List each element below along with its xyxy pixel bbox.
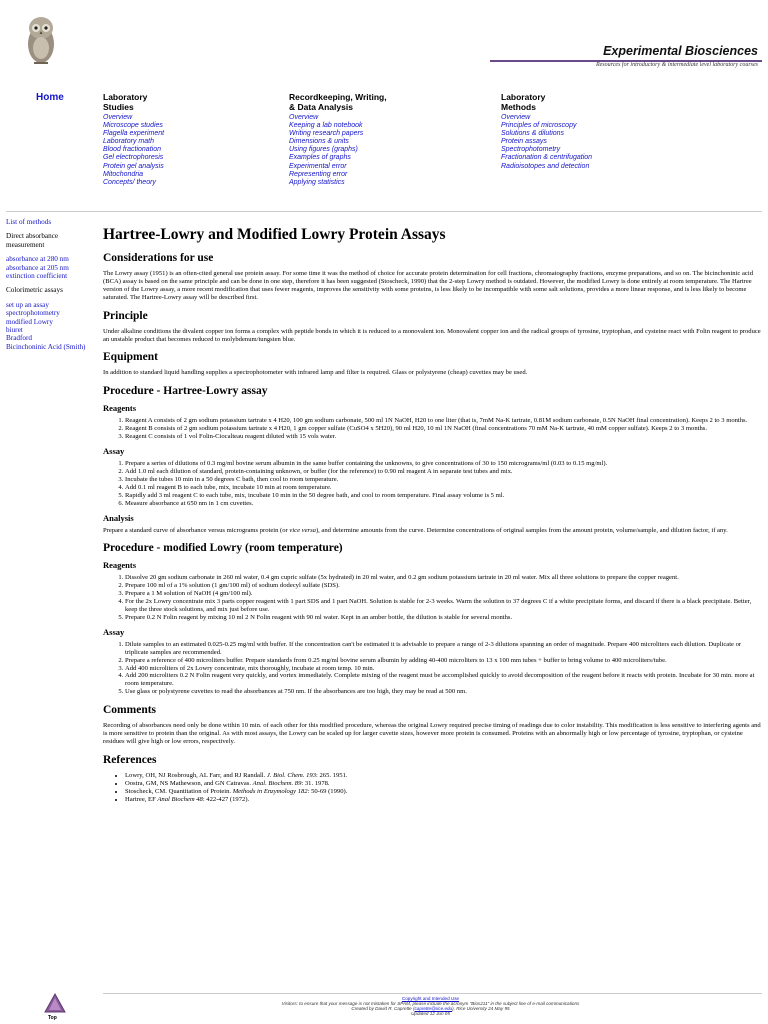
- nav-link[interactable]: Principles of microscopy: [501, 122, 577, 130]
- footer: [103, 996, 758, 1016]
- section-heading: Considerations for use: [103, 252, 214, 264]
- list-item: 5. Prepare 0.2 N Folin reagent by mixing 10 ml 2 N Folin reagent with 90 ml water. Kept in an amber bottle, the dilution is stable for several months.: [125, 614, 761, 622]
- paragraph: In addition to standard liquid handling supplies a spectrophotometer with infrared lamp and filter is required. Glass or polystyrene (cheap) cuvettes may be used.: [103, 369, 528, 377]
- sidebar-link-list-of-methods[interactable]: List of methods: [6, 218, 52, 226]
- paragraph: Prepare a standard curve of absorbance versus micrograms protein (or vice versa), and determine amounts from the curve. Determine concentrations of original samples from the amount protein, volume/sample, and dilution factor, if any.: [103, 526, 728, 534]
- section-heading: Procedure - Hartree-Lowry assay: [103, 385, 268, 398]
- list-item: 3. Prepare a 1 M solution of NaOH (4 gm/100 ml).: [125, 590, 761, 598]
- list-item: 2. Prepare a reference of 400 microliters buffer. Prepare standards from 0.25 mg/ml bovine serum albumin by adding 40-400 microliters to 13 x 100 mm tubes + buffer to bring volume to 400 microliters/tube.: [125, 657, 761, 665]
- paragraph: Recording of absorbances need only be done within 10 min. of each other for this modified procedure, whereas the original Lowry required precise timing of readings due to color instability. This modification is less sensitive to interfering agents and is more sensitive to protein than the original. As with most assays, the Lowry can be scaled up for larger cuvette sizes, however more protein is consumed. Proteins with an abnormally high or low percentage of tyrosine, tryptophan, or cysteine residues will give high or low errors, respectively.: [103, 722, 761, 745]
- subsection-heading: Assay: [103, 446, 125, 457]
- sidebar-link[interactable]: absorbance at 205 nm: [6, 263, 69, 272]
- reference-item: • Lowry, OH, NJ Rosbrough, AL Farr, and RJ Randall. J. Biol. Chem. 193: 265. 1951.: [125, 772, 761, 780]
- sidebar-link[interactable]: set up an assay: [6, 300, 49, 309]
- sidebar-link[interactable]: spectrophotometry: [6, 309, 60, 318]
- nav-link[interactable]: Dimensions & units: [289, 138, 349, 146]
- nav-link[interactable]: Overview: [289, 114, 319, 121]
- nav-column-laboratory-methods: [501, 92, 592, 171]
- section-heading: References: [103, 753, 157, 766]
- list-item: 5. Use glass or polystyrene cuvettes to read the absorbances at 750 nm. If the absorbances are too high, they may be read at 500 nm.: [125, 688, 761, 696]
- nav-link[interactable]: Spectrophotometry: [501, 146, 561, 154]
- list-item: 2. Reagent B consists of 2 gm sodium potassium tartrate x 4 H20, 1 gm copper sulfate (CuSO4 x 5H20), 90 ml H20, 10 ml 1N NaOH (final concentrations 70 mM Na-K tartrate, 40 mM copper sulfate). Keeps 2 to 3 months.: [125, 425, 761, 433]
- nav-link[interactable]: Gel electrophoresis: [103, 154, 164, 162]
- sidebar-link[interactable]: absorbance at 280 nm: [6, 255, 69, 264]
- footer-notice: Visitors: to ensure that your message is not mistaken for SPAM, please include the acronym "Bios211" in the subject line of e-mail communications: [281, 1001, 580, 1007]
- home-link[interactable]: Home: [36, 92, 64, 103]
- footer-credit: Created by David R. Caprette (caprette@rice.edu), Rice University 24 May 95: [351, 1006, 510, 1012]
- nav-column-heading: Laboratory Studies: [103, 92, 148, 112]
- subsection-heading: Assay: [103, 626, 125, 637]
- subsection-heading: Reagents: [103, 560, 137, 571]
- nav-link[interactable]: Overview: [103, 114, 133, 121]
- nav-column-heading: Laboratory Methods: [501, 92, 546, 112]
- nav-link[interactable]: Overview: [501, 114, 531, 121]
- nav-link[interactable]: Fractionation & centrifugation: [501, 154, 593, 162]
- list-item: 1. Dilute samples to an estimated 0.025-0.25 mg/ml with buffer. If the concentration can't be estimated it is advisable to prepare a range of 2-3 dilutions spanning an order of magnitude. Prepare 400 microliters each dilution. Duplicate or triplicate samples are recommended.: [125, 641, 761, 657]
- nav-link[interactable]: Solutions & dilutions: [501, 130, 565, 138]
- nav-link[interactable]: Laboratory math: [103, 138, 154, 146]
- sidebar-link[interactable]: Bradford: [6, 334, 32, 343]
- subsection-heading: Reagents: [103, 403, 137, 414]
- list-item: 1. Reagent A consists of 2 gm sodium potassium tartrate x 4 H20, 100 gm sodium carbonate, 500 ml 1N NaOH, H20 to one liter (that is, 7mM Na-K tartrate, 0.81M sodium carbonate, 0.5N NaOH final concentration). Keeps 2 to 3 months.: [125, 417, 761, 425]
- reagents-list: [103, 417, 761, 441]
- footer-updated: Updated 12 Jun 05: [411, 1011, 450, 1017]
- list-item: 3. Incubate the tubes 10 min in a 50 degrees C bath, then cool to room temperature.: [125, 476, 761, 484]
- assay-steps-list: [103, 641, 761, 696]
- top-link-label[interactable]: Top: [48, 1015, 57, 1021]
- list-item: 6. Measure absorbance at 650 nm in 1 cm cuvettes.: [125, 500, 761, 508]
- nav-link[interactable]: Writing research papers: [289, 130, 364, 138]
- nav-link[interactable]: Mitochondria: [103, 170, 144, 178]
- section-heading: Principle: [103, 309, 148, 322]
- sidebar-link[interactable]: extinction coefficient: [6, 272, 68, 281]
- email-link[interactable]: caprette@rice.edu: [414, 1006, 453, 1012]
- nav-link[interactable]: Examples of graphs: [289, 154, 351, 162]
- reference-item: • Stoscheck, CM. Quantitation of Protein. Methods in Enzymology 182: 50-69 (1990).: [125, 788, 761, 796]
- nav-link[interactable]: Representing error: [289, 170, 348, 178]
- reagents-list: [103, 574, 761, 621]
- list-item: 5. Rapidly add 3 ml reagent C to each tube, mix, incubate 10 min in the 50 degree bath, and cool to room temperature. Final assay volume is 5 ml.: [125, 492, 761, 500]
- site-subtitle: Resources for introductory & intermediate level laboratory courses: [595, 62, 758, 68]
- footer-divider: [103, 993, 762, 994]
- paragraph: Under alkaline conditions the divalent copper ion forms a complex with peptide bonds in which it is reduced to a monovalent ion. Monovalent copper ion and the radical groups of tyrosine, tryptophan, and cysteine react with Folin reagent to produce an unstable product that becomes reduced to molybdenum/tungsten blue.: [103, 327, 761, 343]
- nav-column-recordkeeping: [289, 92, 387, 187]
- paragraph: The Lowry assay (1951) is an often-cited general use protein assay. For some time it was the method of choice for accurate protein determination for cell fractions, chromatography fractions, enzyme preparations, and so on. The bicinchoninic acid (BCA) assay is based on the same principle and can be done in one step, therefore it has been suggested (Stoscheck, 1990) that the 2-step Lowry method is outdated. However, the modified Lowry is done entirely at room temperature. The Hartree version of the Lowry assay, a more recent modification that uses fewer reagents, improves the sensitivity with some proteins, is less likely to be incompatible with some salt solutions, provides a more linear response, and is less likely to become saturated. The Hartree-Lowry assay will be described first.: [103, 270, 753, 301]
- list-item: 4. For the 2x Lowry concentrate mix 3 parts copper reagent with 1 part SDS and 1 part NaOH. Solution is stable for 2-3 weeks. Warm the solution to 37 degrees C if a white precipitate forms, and discard if there is a black precipitate. Better, keep the three stock solutions, and mix just before use.: [125, 598, 761, 614]
- list-item: 2. Add 1.0 ml each dilution of standard, protein-containing unknown, or buffer (for the reference) to 0.90 ml reagent A in separate test tubes and mix.: [125, 468, 761, 476]
- page-title: Hartree-Lowry and Modified Lowry Protein Assays: [103, 226, 446, 243]
- section-heading: Equipment: [103, 351, 158, 364]
- section-heading: Comments: [103, 704, 157, 717]
- list-item: 3. Reagent C consists of 1 vol Folin-Ciocalteau reagent diluted with 15 vols water.: [125, 433, 761, 441]
- copyright-link[interactable]: Copyright and Intended Use: [401, 996, 460, 1001]
- nav-link[interactable]: Experimental error: [289, 162, 347, 170]
- sidebar-heading: Direct absorbance measurement: [6, 232, 59, 249]
- list-item: 1. Dissolve 20 gm sodium carbonate in 260 ml water, 0.4 gm cupric sulfate (5x hydrated) in 20 ml water, and 0.2 gm sodium potassium tartrate in 20 ml water. Mix all three solutions to prepare the copper reagent.: [125, 574, 761, 582]
- list-item: 4. Add 200 microliters 0.2 N Folin reagent very quickly, and vortex immediately. Complete mixing of the reagent must be accomplished quickly to avoid decomposition of the reagent before it reacts with protein. Incubate for 30 min. more at room temperature.: [125, 672, 761, 688]
- nav-link[interactable]: Radioisotopes and detection: [501, 162, 590, 170]
- owl-logo: [24, 14, 58, 66]
- main-content: [103, 226, 761, 808]
- list-item: 1. Prepare a series of dilutions of 0.3 mg/ml bovine serum albumin in the same buffer containing the unknowns, to give concentrations of 30 to 150 micrograms/ml (0.03 to 0.15 mg/ml).: [125, 460, 761, 468]
- nav-column-heading: Recordkeeping, Writing, & Data Analysis: [289, 92, 387, 112]
- list-item: 4. Add 0.1 ml reagent B to each tube, mix, incubate 10 min at room temperature.: [125, 484, 761, 492]
- nav-divider: [6, 211, 762, 212]
- reference-item: • Hartree, EF Anal Biochem 48: 422-427 (1972).: [125, 796, 761, 804]
- sidebar-link[interactable]: modified Lowry: [6, 317, 53, 326]
- nav-link[interactable]: Protein assays: [501, 138, 547, 146]
- list-item: 2. Prepare 100 ml of a 1% solution (1 gm/100 ml) of sodium dodecyl sulfate (SDS).: [125, 582, 761, 590]
- references-list: [103, 772, 761, 804]
- nav-link[interactable]: Flagella experiment: [103, 130, 165, 138]
- nav-link[interactable]: Keeping a lab notebook: [289, 122, 363, 130]
- nav-link[interactable]: Microscope studies: [103, 122, 163, 130]
- assay-steps-list: [103, 460, 761, 507]
- reference-item: • Oostra, GM, NS Mathewson, and GN Catravas. Anal. Biochem. 89: 31. 1978.: [125, 780, 761, 788]
- section-heading: Procedure - modified Lowry (room temperature): [103, 542, 343, 555]
- subsection-heading: Analysis: [103, 512, 134, 523]
- list-item: 3. Add 400 microliters of 2x Lowry concentrate, mix thoroughly, incubate at room temp. 10 min.: [125, 665, 761, 673]
- site-title: Experimental Biosciences: [603, 44, 758, 58]
- nav-link[interactable]: Concepts/ theory: [103, 178, 156, 186]
- nav-link[interactable]: Using figures (graphs): [289, 146, 358, 154]
- sidebar-link[interactable]: Bicinchoninic Acid (Smith): [6, 342, 86, 351]
- nav-link[interactable]: Protein gel analysis: [103, 162, 164, 170]
- sidebar-link[interactable]: biuret: [6, 326, 23, 335]
- sidebar: [6, 218, 92, 357]
- nav-link[interactable]: Applying statistics: [289, 178, 345, 186]
- nav-column-laboratory-studies: [103, 92, 164, 187]
- sidebar-heading: Colorimetric assays: [6, 286, 63, 295]
- nav-link[interactable]: Blood fractionation: [103, 146, 161, 154]
